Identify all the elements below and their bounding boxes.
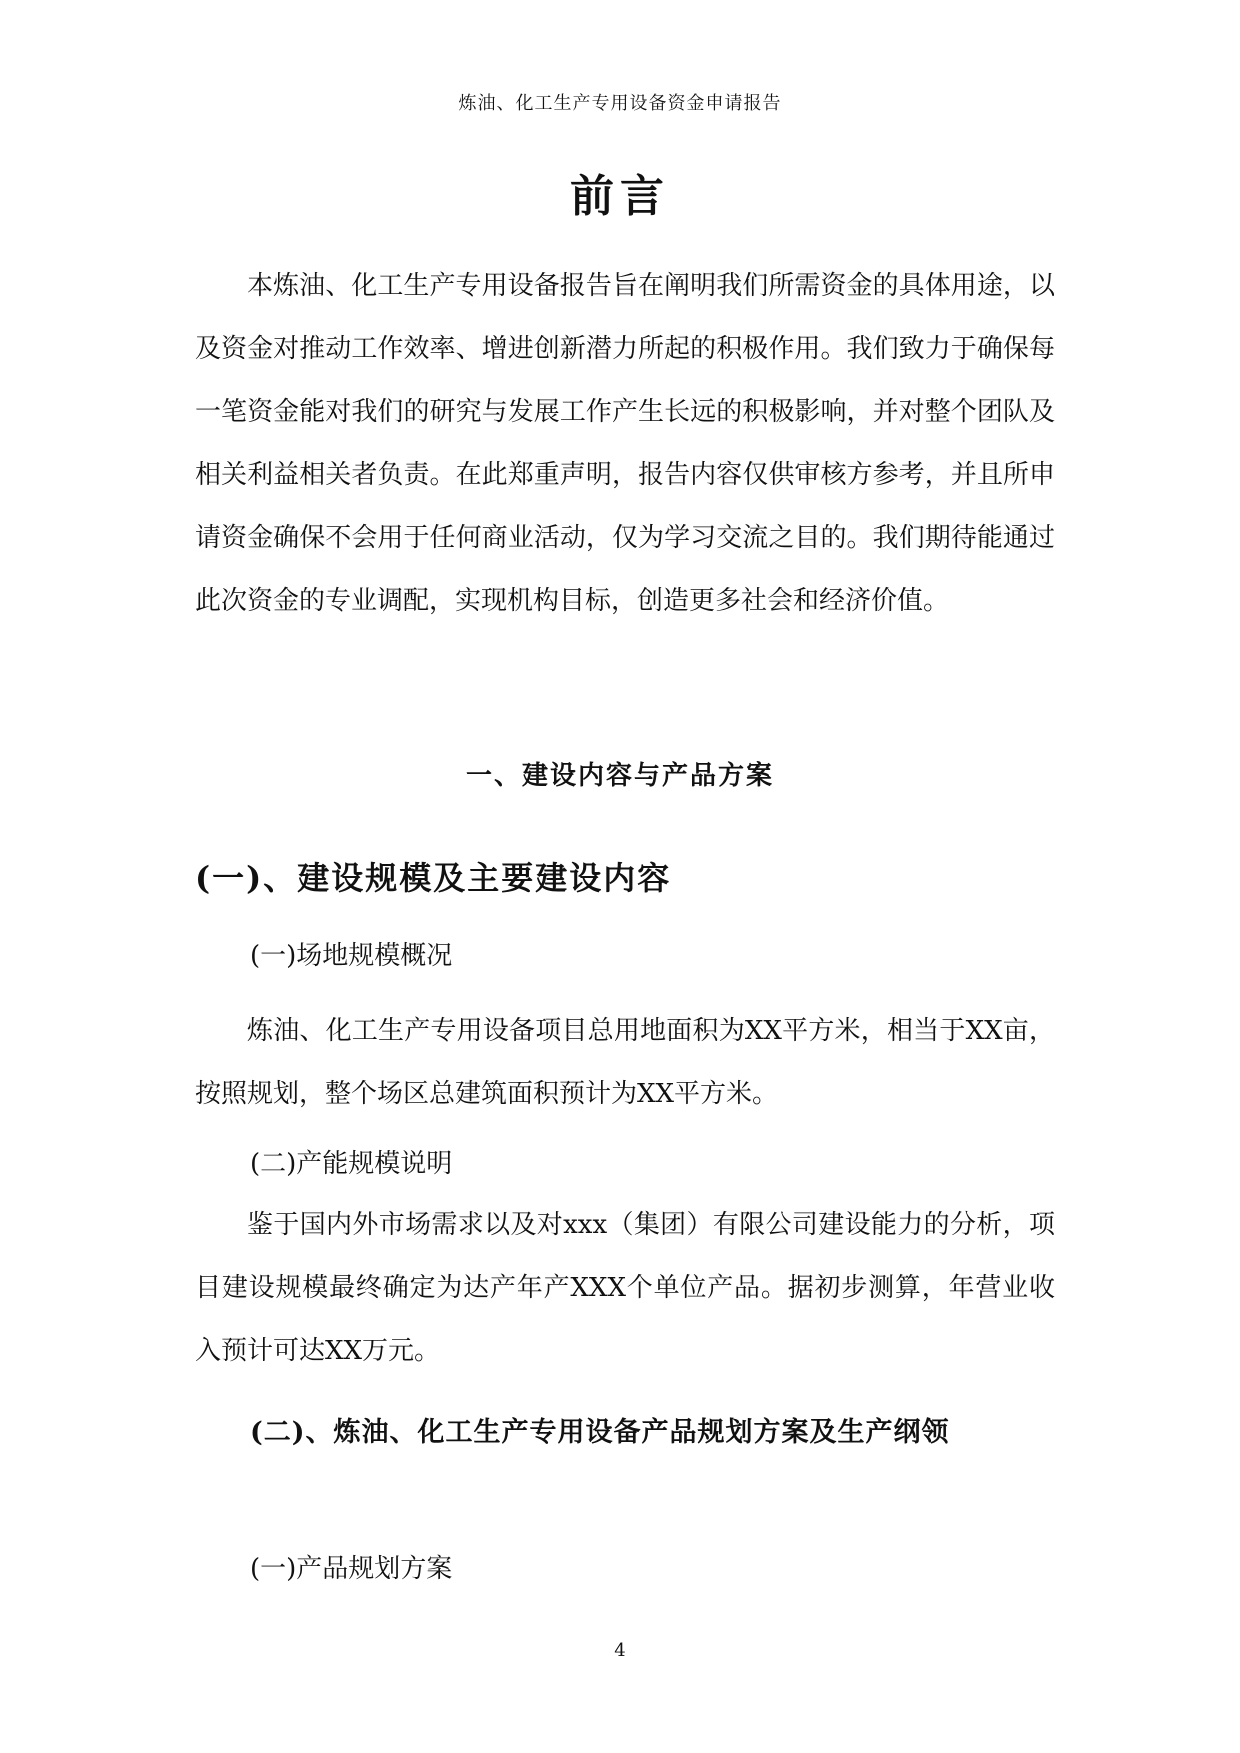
section-heading: 一、建设内容与产品方案 [465, 761, 774, 791]
page-number: 4 [614, 1640, 626, 1661]
capacity-scale-paragraph: 鉴于国内外市场需求以及对xxx（集团）有限公司建设能力的分析，项目建设规模最终确定为达产年产XXX个单位产品。据初步测算，年营业收入预计可达XX万元。 [195, 1210, 1055, 1366]
item-heading-capacity-scale: (二)产能规模说明 [250, 1149, 453, 1179]
subsection-heading-product-plan: (二)、炼油、化工生产专用设备产品规划方案及生产纲领 [250, 1417, 950, 1448]
running-header: 炼油、化工生产专用设备资金申请报告 [458, 93, 782, 114]
item-heading-product-plan: (一)产品规划方案 [250, 1554, 453, 1584]
subsection-heading-construction-scale: (一)、建设规模及主要建设内容 [195, 859, 672, 897]
item-heading-site-scale: (一)场地规模概况 [250, 941, 453, 971]
site-scale-paragraph: 炼油、化工生产专用设备项目总用地面积为XX平方米，相当于XX亩，按照规划，整个场区总建筑面积预计为XX平方米。 [195, 1016, 1055, 1109]
preface-paragraph: 本炼油、化工生产专用设备报告旨在阐明我们所需资金的具体用途，以及资金对推动工作效率、增进创新潜力所起的积极作用。我们致力于确保每一笔资金能对我们的研究与发展工作产生长远的积极影响，并对整个团队及相关利益相关者负责。在此郑重声明，报告内容仅供审核方参考，并且所申请资金确保不会用于任何商业活动，仅为学习交流之目的。我们期待能通过此次资金的专业调配，实现机构目标，创造更多社会和经济价值。 [195, 271, 1055, 616]
page-title: 前言 [570, 171, 670, 222]
